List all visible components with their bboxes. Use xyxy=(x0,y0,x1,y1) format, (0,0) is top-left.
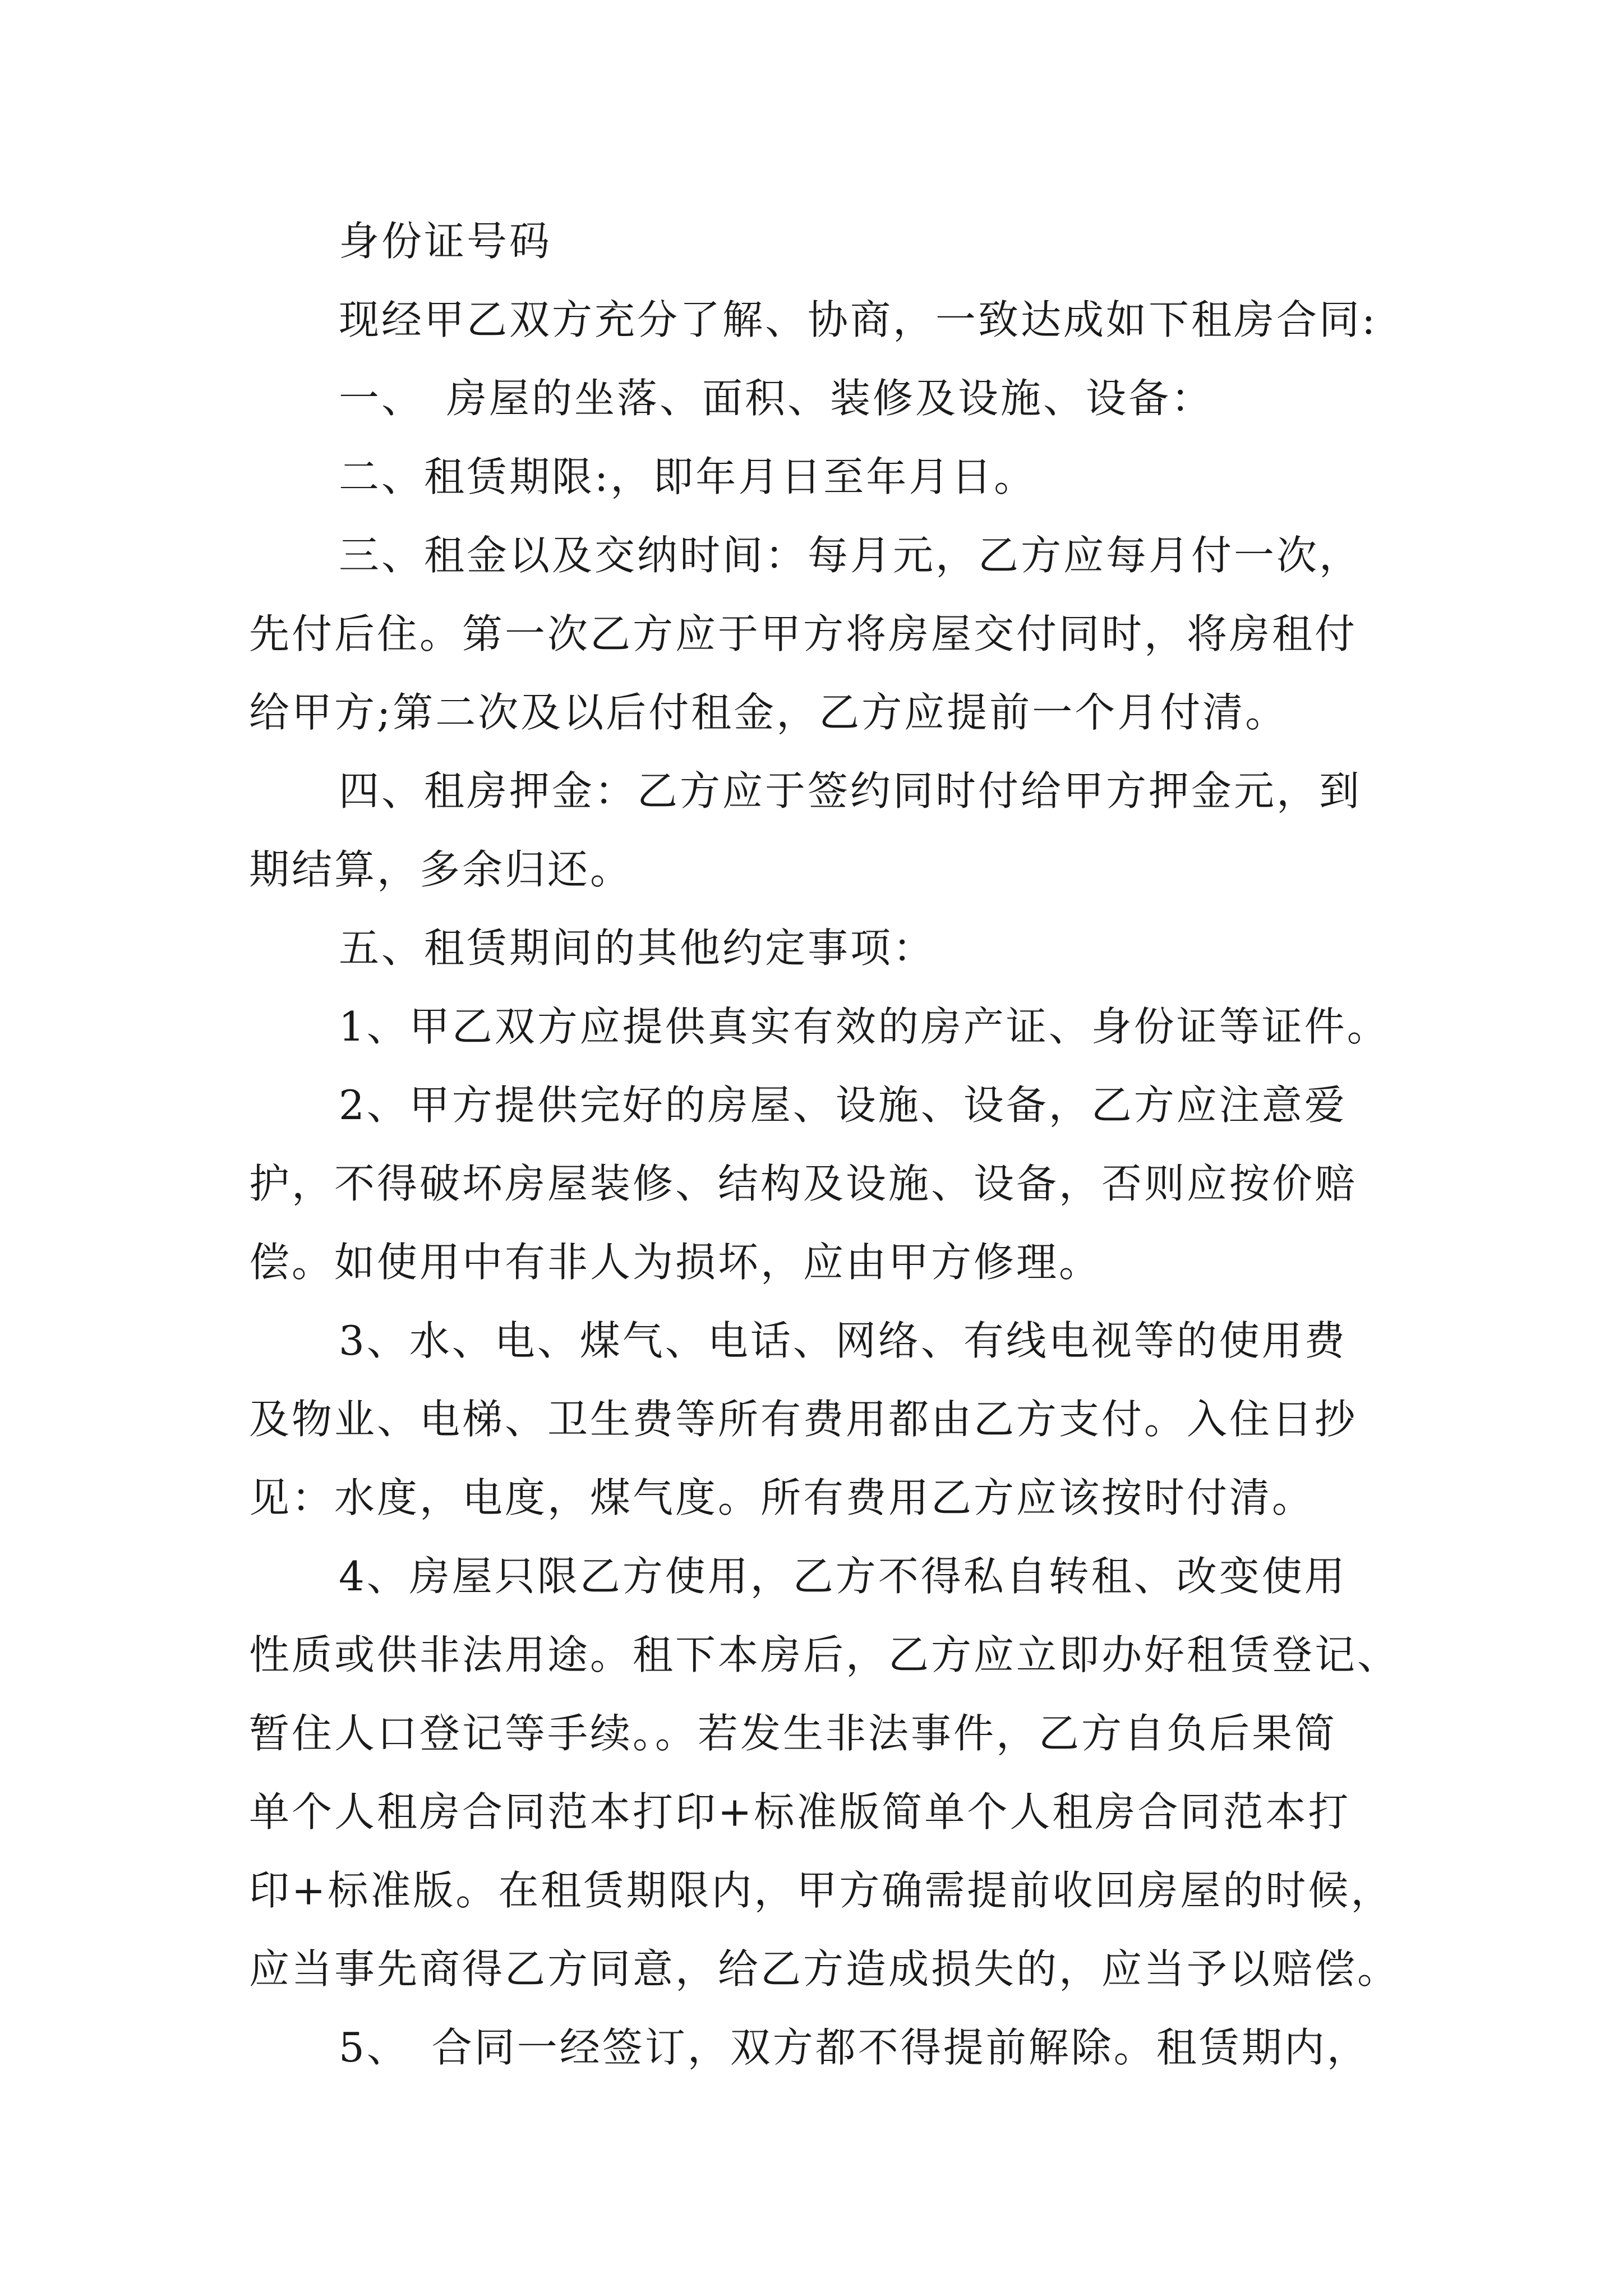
text-line-clause-3: 三、租金以及交纳时间：每月元，乙方应每月付一次， xyxy=(339,532,1362,579)
text-line-clause-4: 四、租房押金：乙方应于签约同时付给甲方押金元，到 xyxy=(339,767,1362,815)
text-line-item-1: 1、甲乙双方应提供真实有效的房产证、身份证等证件。 xyxy=(339,1003,1390,1050)
text-line-item-4-cont: 应当事先商得乙方同意，给乙方造成损失的，应当予以赔偿。 xyxy=(249,1945,1400,1993)
text-line-item-4-cont: 单个人租房合同范本打印+标准版简单个人租房合同范本打 xyxy=(249,1788,1351,1835)
text-line-clause-5: 五、租赁期间的其他约定事项： xyxy=(339,924,936,972)
text-line-clause-1: 一、 房屋的坐落、面积、装修及设施、设备： xyxy=(339,375,1214,422)
text-line-clause-3-cont: 先付后住。第一次乙方应于甲方将房屋交付同时，将房租付 xyxy=(249,610,1358,657)
text-line-id-number: 身份证号码 xyxy=(339,218,552,265)
text-line-item-4: 4、房屋只限乙方使用，乙方不得私自转租、改变使用 xyxy=(339,1553,1347,1600)
text-line-item-3-cont: 见：水度，电度，煤气度。所有费用乙方应该按时付清。 xyxy=(249,1474,1315,1521)
text-line-item-4-cont: 暂住人口登记等手续。。若发生非法事件，乙方自负后果简 xyxy=(249,1710,1338,1757)
text-line-clause-2: 二、租赁期限:，即年月日至年月日。 xyxy=(339,453,1037,500)
text-line-item-3: 3、水、电、煤气、电话、网络、有线电视等的使用费 xyxy=(339,1317,1347,1364)
document-body xyxy=(249,202,1400,2087)
text-line-clause-3-cont: 给甲方;第二次及以后付租金，乙方应提前一个月付清。 xyxy=(249,689,1288,736)
text-line-item-5: 5、 合同一经签订，双方都不得提前解除。租赁期内， xyxy=(339,2024,1370,2071)
text-line-intro: 现经甲乙双方充分了解、协商，一致达成如下租房合同: xyxy=(339,296,1378,343)
text-line-item-2-cont: 偿。如使用中有非人为损坏，应由甲方修理。 xyxy=(249,1239,1102,1286)
text-line-item-4-cont: 性质或供非法用途。租下本房后，乙方应立即办好租赁登记、 xyxy=(249,1631,1400,1678)
text-line-item-3-cont: 及物业、电梯、卫生费等所有费用都由乙方支付。入住日抄 xyxy=(249,1396,1358,1443)
text-line-item-4-cont: 印+标准版。在租赁期限内，甲方确需提前收回房屋的时候， xyxy=(249,1867,1394,1914)
text-line-item-2-cont: 护，不得破坏房屋装修、结构及设施、设备，否则应按价赔 xyxy=(249,1160,1358,1207)
text-line-item-2: 2、甲方提供完好的房屋、设施、设备，乙方应注意爱 xyxy=(339,1082,1347,1129)
text-line-clause-4-cont: 期结算，多余归还。 xyxy=(249,846,633,893)
